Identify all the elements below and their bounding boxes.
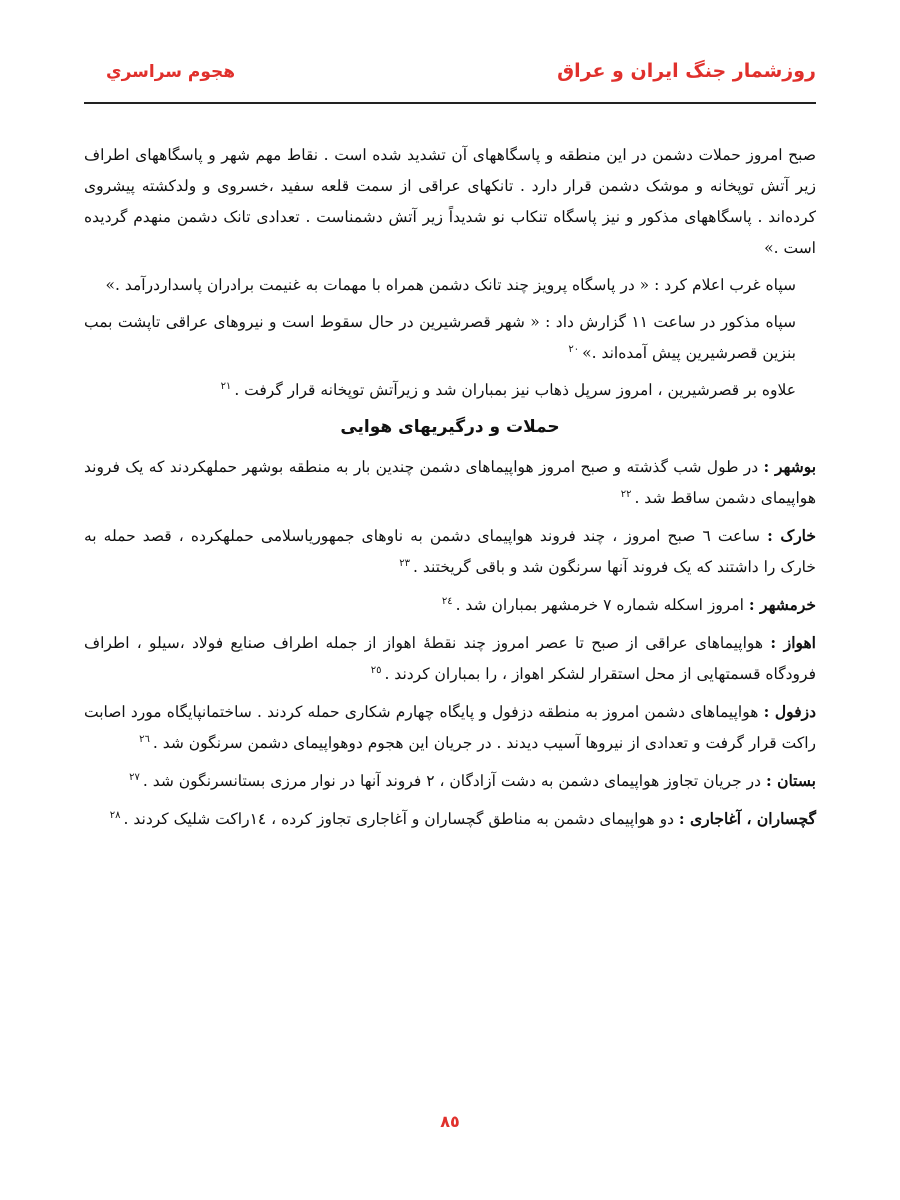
page-body: [84, 140, 816, 841]
paragraph: [84, 270, 816, 301]
footnote-ref: ۲٥: [370, 664, 382, 676]
paragraph-text: سپاه مذکور در ساعت ۱۱ گزارش داد : « شهر قصرشیرین در حال سقوط است و نیروهای عراقی تاپشت بمب بنزین قصرشیرین پیش آمده‌اند .»: [84, 313, 796, 362]
footnote-ref: ۲٤: [441, 595, 453, 607]
page-header: [84, 58, 816, 104]
entry-label: گچساران ، آغاجاری :: [678, 809, 816, 828]
paragraph-text: صبح امروز حملات دشمن در این منطقه و پاسگاههای آن تشدید شده است . نقاط مهم شهر و پاسگاههای اطراف زیر آتش توپخانه و موشک دشمن قرار دارد . تانکهای عراقی از سمت قلعه سفید ،خسروی و ولدکشته پیشروی کرده‌اند . پاسگاههای مذکور و نیز پاسگاه تنکاب نو شدیداً زیر آتش دشمناست . تعدادی تانک دشمن منهدم گردیده است .»: [84, 146, 816, 257]
entry-label: خارک :: [767, 526, 816, 545]
paragraph: [84, 307, 816, 369]
entry-text: ساعت ٦ صبح امروز ، چند فروند هواپیمای دشمن به ناوهای جمهوریاسلامی حملهکرده ، قصد حمله به خارک را داشتند که یک فروند آنها سرنگون شد و باقی گریختند .: [84, 527, 816, 576]
footnote-ref: ۲۰: [568, 343, 580, 355]
entry-text: در طول شب گذشته و صبح امروز هواپیماهای دشمن چندین بار به منطقه بوشهر حملهکردند که یک فروند هواپیمای دشمن ساقط شد .: [84, 458, 816, 507]
entry-text: هواپیماهای دشمن امروز به منطقه دزفول و پایگاه چهارم شکاری حمله کردند . ساختمانپایگاه مورد اصابت راکت قرار گرفت و تعدادی از نیروها آسیب دیدند . در جریان این هجوم دوهواپیمای دشمن سرنگون شد .: [84, 703, 816, 752]
entry-dezful: [84, 696, 816, 759]
entry-label: اهواز :: [770, 633, 816, 652]
entry-label: بوشهر :: [763, 457, 817, 476]
entry-text: دو هواپیمای دشمن به مناطق گچساران و آغاجاری تجاوز کرده ، ١٤راکت شلیک کردند .: [123, 810, 674, 828]
entry-ahvaz: [84, 627, 816, 690]
entry-text: امروز اسکله شماره ۷ خرمشهر بمباران شد .: [455, 596, 744, 614]
entry-bushehr: [84, 451, 816, 514]
entry-text: در جریان تجاوز هواپیمای دشمن به دشت آزادگان ، ۲ فروند آنها در نوار مرزی بستانسرنگون شد .: [142, 772, 762, 790]
footnote-ref: ۲۱: [220, 380, 232, 392]
footnote-ref: ۲۳: [399, 557, 411, 569]
book-title: روزشمار جنگ ایران و عراق: [557, 60, 816, 82]
entry-khorramshahr: [84, 589, 816, 621]
entry-label: بستان :: [765, 771, 816, 790]
paragraph-text: علاوه بر قصرشیرین ، امروز سرپل ذهاب نیز بمباران شد و زیرآتش توپخانه قرار گرفت .: [234, 381, 796, 399]
paragraph: [84, 140, 816, 264]
entry-label: دزفول :: [763, 702, 816, 721]
entry-bostan: [84, 765, 816, 797]
entry-khark: [84, 520, 816, 583]
entry-gachsaran: [84, 803, 816, 835]
footnote-ref: ۲٦: [139, 733, 150, 745]
entry-label: خرمشهر :: [748, 595, 816, 614]
footnote-ref: ۲۲: [620, 488, 632, 500]
footnote-ref: ۲۷: [129, 771, 140, 783]
paragraph: [84, 375, 816, 406]
page-number: ۸٥: [440, 1112, 460, 1131]
footnote-ref: ۲۸: [109, 809, 121, 821]
section-heading: حملات و درگیریهای هوایی: [340, 417, 560, 437]
chapter-title: هجوم سراسري: [106, 62, 236, 82]
entry-text: هواپیماهای عراقی از صبح تا عصر امروز چند نقطهٔ اهواز از جمله اطراف صنایع فولاد ،سیلو ، اطراف فرودگاه قسمتهایی از محل استقرار لشکر اهواز ، را بمباران کردند .: [84, 634, 816, 683]
paragraph-text: سپاه غرب اعلام کرد : « در پاسگاه پرویز چند تانک دشمن همراه با مهمات به غنیمت برادران پاسداردرآمد .»: [105, 276, 796, 294]
